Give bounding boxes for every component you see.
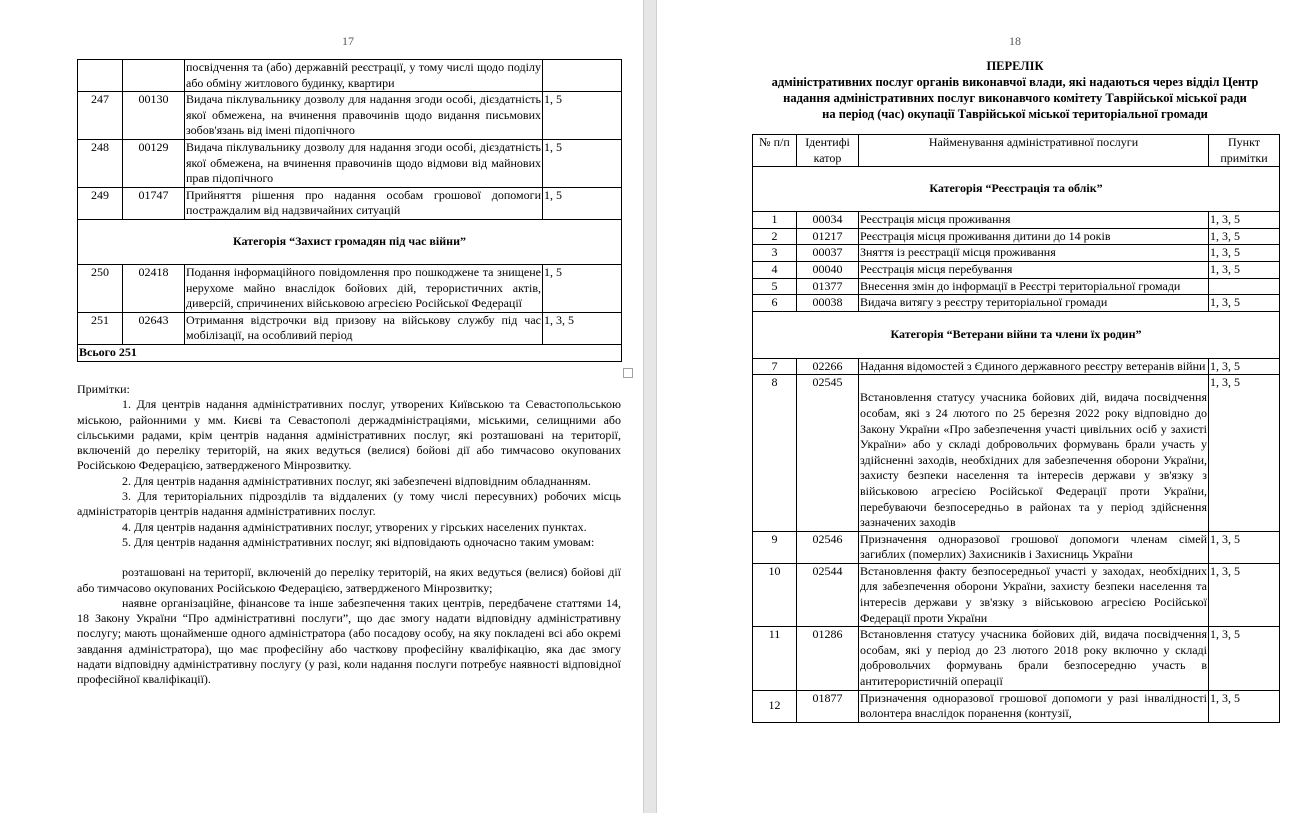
row-service-name: посвідчення та (або) державній реєстрації, у тому числі щодо поділу або обміну житлового будинку, квартири bbox=[185, 60, 543, 92]
row-number: 8 bbox=[753, 375, 797, 531]
row-number: 249 bbox=[78, 187, 123, 219]
row-note: 1, 5 bbox=[543, 264, 622, 312]
row-note: 1, 5 bbox=[543, 92, 622, 140]
row-service-name: Прийняття рішення про надання особам грошової допомоги постраждалим від надзвичайних ситуацій bbox=[185, 187, 543, 219]
table-row bbox=[78, 60, 622, 92]
row-note: 1, 3, 5 bbox=[1209, 627, 1280, 690]
page-17 bbox=[0, 0, 643, 813]
row-service-name: Реєстрація місця проживання bbox=[859, 212, 1209, 229]
column-header-identifier: Ідентифі катор bbox=[797, 135, 859, 167]
row-number: 251 bbox=[78, 312, 123, 344]
table-row bbox=[753, 261, 1280, 278]
column-header-number: № п/п bbox=[753, 135, 797, 167]
heading-line: надання адміністративних послуг виконавчого комітету Таврійської міської ради bbox=[783, 91, 1247, 105]
row-identifier: 00037 bbox=[797, 245, 859, 262]
table-row bbox=[78, 139, 622, 187]
row-service-name: Зняття із реєстрації місця проживання bbox=[859, 245, 1209, 262]
table-row bbox=[753, 228, 1280, 245]
note-condition: наявне організаційне, фінансове та інше забезпечення таких центрів, передбачене статтями 14, 18 Закону України “Про адміністративні послуги”, що дає змогу надати відповідну адміністративну послугу; мають щонайменше одного адміністратора (або посадову особу, на яку покладені всі або окремі завдання адміністратора), що має професійну або часткову професійну кваліфікацію, яка дає змогу надати відповідну адміністративну послугу (у разі, коли надання послуги потребує наявності відповідної професійної кваліфікації). bbox=[77, 595, 621, 687]
table-row bbox=[753, 358, 1280, 375]
row-service-name: Отримання відстрочки від призову на військову службу під час мобілізації, на особливий період bbox=[185, 312, 543, 344]
row-service-name: Встановлення факту безпосередньої участі у заходах, необхідних для забезпечення оборони України, захисту безпеки населення та інтересів держави у зв'язку з військовою агресією Російської Федерації проти України bbox=[859, 563, 1209, 626]
document-heading bbox=[752, 58, 1278, 122]
category-row bbox=[753, 311, 1280, 358]
total-label: Всього 251 bbox=[78, 344, 622, 361]
row-number: 10 bbox=[753, 563, 797, 626]
row-service-name: Видача піклувальнику дозволу для надання згоди особі, дієздатність якої обмежена, на вчинення правочинів щодо видання письмових зобов'язань від імені підопічного bbox=[185, 92, 543, 140]
row-note: 1, 3, 5 bbox=[1209, 563, 1280, 626]
row-identifier: 02546 bbox=[797, 531, 859, 563]
row-identifier: 01377 bbox=[797, 278, 859, 295]
table-row bbox=[753, 690, 1280, 722]
row-service-name: Внесення змін до інформації в Реєстрі територіальної громади bbox=[859, 278, 1209, 295]
column-header-service-name: Найменування адміністративної послуги bbox=[859, 135, 1209, 167]
table-row bbox=[753, 212, 1280, 229]
table-row bbox=[753, 295, 1280, 312]
row-service-name: Встановлення статусу учасника бойових дій, видача посвідчення особам, які з 24 лютого по 25 березня 2022 року відповідно до Закону України «Про забезпечення участі цивільних осіб у захисті України» або у складі добровольчих формувань брали участь у здійсненні заходів, необхідних для забезпечення оборони України, захисту безпеки населення та інтересів держави у зв'язку з військовою агресією Російської Федерації проти України, перебуваючи безпосередньо в районах та у період здійснення зазначених заходів bbox=[859, 375, 1209, 531]
category-row bbox=[753, 167, 1280, 212]
note-condition: розташовані на території, включеній до переліку територій, на яких ведуться (велися) бойові дії або тимчасово окупованих Російською Федерацією, затвердженого Мінрозвитку; bbox=[77, 565, 621, 595]
row-number: 5 bbox=[753, 278, 797, 295]
row-service-name: Реєстрація місця перебування bbox=[859, 261, 1209, 278]
row-note: 1, 5 bbox=[543, 187, 622, 219]
row-service-name: Реєстрація місця проживання дитини до 14 років bbox=[859, 228, 1209, 245]
table-row bbox=[753, 531, 1280, 563]
row-identifier bbox=[123, 60, 185, 92]
row-note: 1, 3, 5 bbox=[1209, 531, 1280, 563]
row-number: 3 bbox=[753, 245, 797, 262]
table-row bbox=[78, 264, 622, 312]
row-service-name: Видача піклувальнику дозволу для надання згоди особі, дієздатність якої обмежена, на вчинення правочинів щодо відмови від майнових прав підопічного bbox=[185, 139, 543, 187]
table-row bbox=[753, 627, 1280, 690]
row-identifier: 00038 bbox=[797, 295, 859, 312]
row-number: 247 bbox=[78, 92, 123, 140]
row-service-name: Призначення одноразової грошової допомоги у разі інвалідності волонтера внаслідок поранення (контузії, bbox=[859, 690, 1209, 722]
row-number: 2 bbox=[753, 228, 797, 245]
row-note bbox=[543, 60, 622, 92]
row-service-name: Надання відомостей з Єдиного державного реєстру ветеранів війни bbox=[859, 358, 1209, 375]
row-identifier: 01877 bbox=[797, 690, 859, 722]
row-number bbox=[78, 60, 123, 92]
row-note: 1, 3, 5 bbox=[1209, 295, 1280, 312]
row-number: 12 bbox=[753, 690, 797, 722]
heading-line: на період (час) окупації Таврійської міської територіальної громади bbox=[822, 107, 1208, 121]
table-row bbox=[753, 278, 1280, 295]
row-number: 11 bbox=[753, 627, 797, 690]
page-number: 17 bbox=[342, 34, 354, 48]
row-service-name: Видача витягу з реєстру територіальної громади bbox=[859, 295, 1209, 312]
row-identifier: 00130 bbox=[123, 92, 185, 140]
page-number: 18 bbox=[1009, 34, 1021, 48]
category-title: Категорія “Реєстрація та облік” bbox=[753, 167, 1280, 212]
heading-title: ПЕРЕЛІК bbox=[986, 59, 1044, 73]
row-identifier: 00034 bbox=[797, 212, 859, 229]
row-identifier: 02545 bbox=[797, 375, 859, 531]
note-item: 4. Для центрів надання адміністративних послуг, утворених у гірських населених пунктах. bbox=[122, 519, 587, 534]
page-gap bbox=[643, 0, 657, 813]
row-note: 1, 3, 5 bbox=[1209, 212, 1280, 229]
table-row bbox=[78, 187, 622, 219]
row-note: 1, 3, 5 bbox=[1209, 358, 1280, 375]
row-number: 6 bbox=[753, 295, 797, 312]
row-identifier: 01217 bbox=[797, 228, 859, 245]
note-item: 3. Для територіальних підрозділів та віддалених (у тому числі пересувних) робочих місць адміністраторів центрів надання адміністративних послуг. bbox=[77, 489, 621, 519]
notes-section bbox=[77, 382, 621, 688]
row-service-name: Подання інформаційного повідомлення про пошкоджене та знищене нерухоме майно внаслідок бойових дій, терористичних актів, диверсій, спричинених військовою агресією Російської Федерації bbox=[185, 264, 543, 312]
table-header-row bbox=[753, 135, 1280, 167]
row-identifier: 00040 bbox=[797, 261, 859, 278]
note-item: 5. Для центрів надання адміністративних послуг, які відповідають одночасно таким умовам: bbox=[122, 534, 595, 549]
note-item: 1. Для центрів надання адміністративних послуг, утворених Київською та Севастопольською міською, районними у мм. Києві та Севастополі держадміністраціями, міськими, селищними або сільськими радами, крім центрів надання адміністративних послуг, які розташовані на території, включеній до переліку територій, на яких ведуться (велися) бойові дії або тимчасово окупованих Російською Федерацією, затвердженого Мінрозвитку. bbox=[77, 397, 621, 473]
row-note: 1, 3, 5 bbox=[543, 312, 622, 344]
row-identifier: 02643 bbox=[123, 312, 185, 344]
row-identifier: 01286 bbox=[797, 627, 859, 690]
category-row bbox=[78, 219, 622, 264]
table-row bbox=[753, 563, 1280, 626]
row-note: 1, 3, 5 bbox=[1209, 261, 1280, 278]
row-note: 1, 3, 5 bbox=[1209, 690, 1280, 722]
table-row bbox=[753, 375, 1280, 531]
note-item: 2. Для центрів надання адміністративних послуг, які забезпечені відповідним обладнанням. bbox=[122, 473, 591, 488]
row-service-name: Призначення одноразової грошової допомоги членам сімей загиблих (померлих) Захисників і Захисниць України bbox=[859, 531, 1209, 563]
category-title: Категорія “Ветерани війни та члени їх родин” bbox=[753, 311, 1280, 358]
row-identifier: 01747 bbox=[123, 187, 185, 219]
services-table bbox=[752, 134, 1280, 723]
row-service-name: Встановлення статусу учасника бойових дій, видача посвідчення особам, які у період до 23 лютого 2018 року включно у складі добровольчих формувань брали безпосередню участь в антитерористичній операції bbox=[859, 627, 1209, 690]
row-number: 4 bbox=[753, 261, 797, 278]
table-row bbox=[78, 92, 622, 140]
table-row bbox=[78, 312, 622, 344]
spacer bbox=[77, 550, 621, 565]
row-identifier: 02544 bbox=[797, 563, 859, 626]
table-row bbox=[753, 245, 1280, 262]
row-note: 1, 3, 5 bbox=[1209, 228, 1280, 245]
row-identifier: 02266 bbox=[797, 358, 859, 375]
row-identifier: 02418 bbox=[123, 264, 185, 312]
row-number: 250 bbox=[78, 264, 123, 312]
row-note bbox=[1209, 278, 1280, 295]
row-identifier: 00129 bbox=[123, 139, 185, 187]
heading-line: адміністративних послуг органів виконавчої влади, які надаються через відділ Центр bbox=[771, 75, 1259, 89]
notes-title: Примітки: bbox=[77, 382, 130, 396]
row-note: 1, 3, 5 bbox=[1209, 245, 1280, 262]
services-table-continued bbox=[77, 59, 622, 362]
row-note: 1, 3, 5 bbox=[1209, 375, 1280, 531]
category-title: Категорія “Захист громадян під час війни” bbox=[78, 219, 622, 264]
row-number: 7 bbox=[753, 358, 797, 375]
total-row bbox=[78, 344, 622, 361]
column-header-note: Пункт примітки bbox=[1209, 135, 1280, 167]
row-number: 9 bbox=[753, 531, 797, 563]
row-number: 1 bbox=[753, 212, 797, 229]
row-number: 248 bbox=[78, 139, 123, 187]
table-resize-handle[interactable] bbox=[623, 368, 633, 378]
row-note: 1, 5 bbox=[543, 139, 622, 187]
